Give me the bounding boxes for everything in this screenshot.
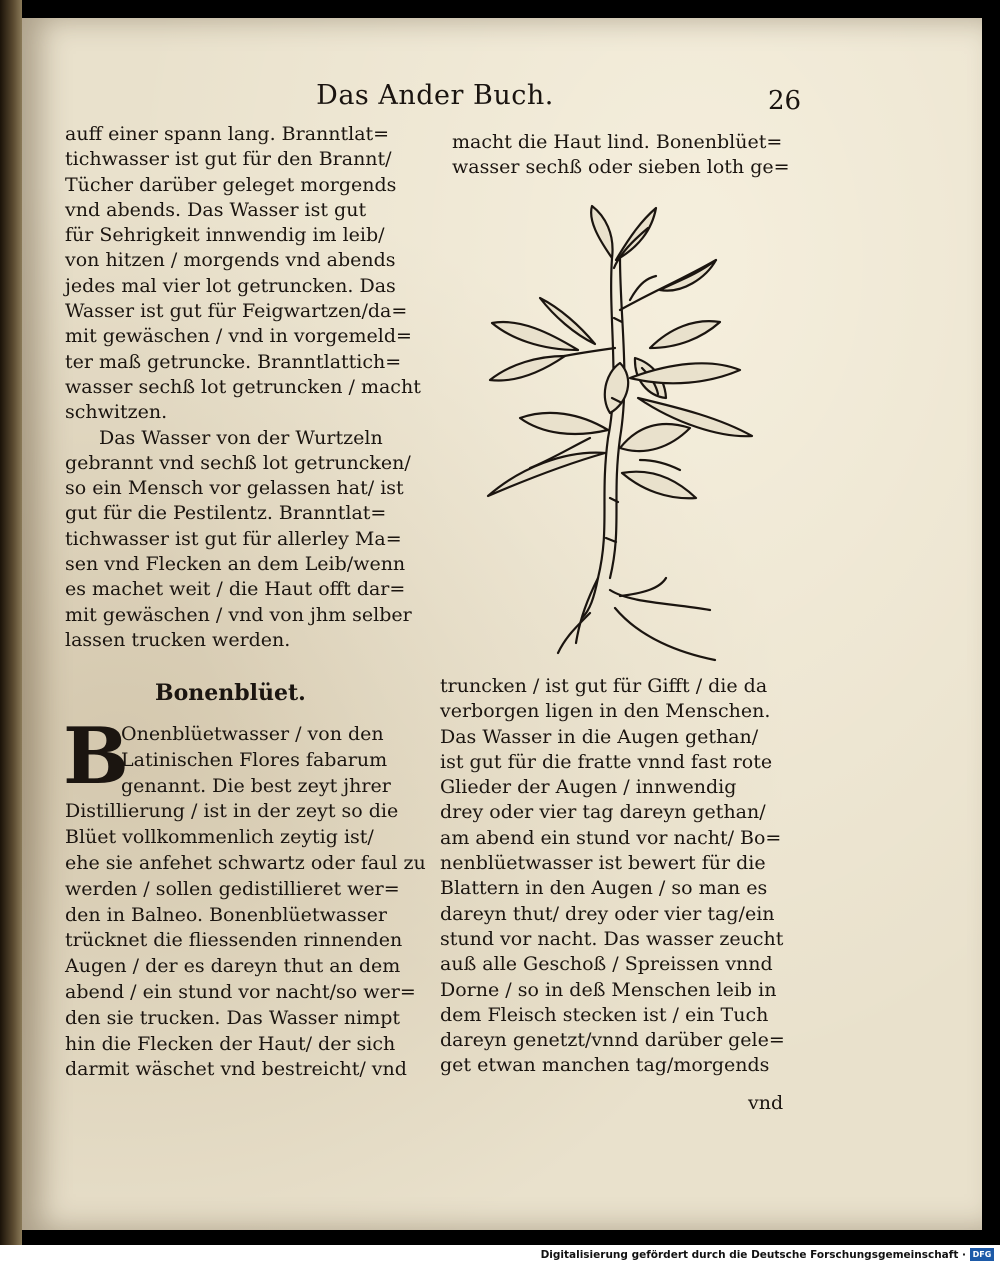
- running-head: Das Ander Buch.: [316, 80, 554, 111]
- text-line: tichwasser ist gut für den Brannt/: [65, 148, 392, 171]
- drop-cap-initial: B: [63, 711, 129, 802]
- text-line: gut für die Pestilentz. Branntlat=: [65, 502, 387, 525]
- text-line: Latinischen Flores fabarum: [121, 748, 388, 771]
- text-line: dareyn thut/ drey oder vier tag/ein: [440, 902, 775, 925]
- bean-plant-woodcut-illustration: [470, 198, 770, 670]
- text-line: macht die Haut lind. Bonenblüet=: [452, 131, 783, 153]
- text-line: Onenblüetwasser / von den: [121, 723, 384, 745]
- text-line: jedes mal vier lot getruncken. Das: [65, 274, 396, 297]
- text-line: Distillierung / ist in der zeyt so die: [65, 800, 399, 823]
- text-line: den sie trucken. Das Wasser nimpt: [65, 1006, 401, 1029]
- text-line: dareyn genetzt/vnnd darüber gele=: [440, 1029, 785, 1052]
- text-line: get etwan manchen tag/morgends: [440, 1054, 770, 1077]
- dfg-logo[interactable]: DFG: [970, 1248, 994, 1261]
- text-line: darmit wäschet vnd bestreicht/ vnd: [65, 1058, 407, 1081]
- text-line: drey oder vier tag dareyn gethan/: [440, 801, 766, 824]
- text-line: truncken / ist gut für Gifft / die da: [440, 675, 768, 697]
- text-line: sen vnd Flecken an dem Leib/wenn: [65, 553, 406, 576]
- text-line: genannt. Die best zeyt jhrer: [121, 774, 391, 797]
- text-line: trücknet die fliessenden rinnenden: [65, 929, 403, 952]
- right-column-top-text: [452, 130, 812, 181]
- text-line: Dorne / so in deß Menschen leib in: [440, 978, 777, 1001]
- text-line: den in Balneo. Bonenblüetwasser: [65, 903, 387, 926]
- text-line: wasser sechß lot getruncken / macht: [65, 375, 421, 398]
- text-line: hin die Flecken der Haut/ der sich: [65, 1032, 396, 1055]
- text-line: mit gewäschen / vnd von jhm selber: [65, 603, 412, 626]
- section-body-text: [65, 722, 425, 1083]
- text-line: dem Fleisch stecken ist / ein Tuch: [440, 1003, 769, 1026]
- text-line: Tücher darüber geleget morgends: [65, 173, 397, 196]
- text-line: vnd abends. Das Wasser ist gut: [65, 198, 367, 221]
- text-line: auß alle Geschoß / Spreissen vnnd: [440, 953, 773, 976]
- text-line: Glieder der Augen / innwendig: [440, 776, 737, 799]
- text-line: ter maß getruncke. Branntlattich=: [65, 350, 402, 373]
- text-line: so ein Mensch vor gelassen hat/ ist: [65, 477, 404, 500]
- text-line: nenblüetwasser ist bewert für die: [440, 852, 766, 875]
- text-line: ehe sie anfehet schwartz oder faul zu: [65, 851, 426, 874]
- text-line: wasser sechß oder sieben loth ge=: [452, 156, 790, 179]
- text-line: von hitzen / morgends vnd abends: [65, 249, 396, 272]
- catchword: vnd: [748, 1092, 784, 1114]
- text-line: mit gewäschen / vnd in vorgemeld=: [65, 325, 412, 348]
- text-line: Das Wasser von der Wurtzeln: [99, 426, 383, 449]
- text-line: lassen trucken werden.: [65, 628, 291, 651]
- text-line: auff einer spann lang. Branntlat=: [65, 123, 390, 145]
- page-number: 26: [768, 86, 802, 116]
- text-line: Wasser ist gut für Feigwartzen/da=: [65, 300, 408, 323]
- text-line: Augen / der es dareyn thut an dem: [65, 955, 401, 978]
- text-line: Das Wasser in die Augen gethan/: [440, 725, 759, 748]
- left-column-text: [65, 122, 425, 653]
- book-gutter: [0, 0, 22, 1245]
- right-column-bottom-text: [440, 674, 800, 1079]
- text-line: Blüet vollkommenlich zeytig ist/: [65, 826, 374, 849]
- text-line: verborgen ligen in den Menschen.: [440, 700, 771, 723]
- text-line: Blattern in den Augen / so man es: [440, 877, 768, 900]
- text-line: gebrannt vnd sechß lot getruncken/: [65, 451, 411, 474]
- text-line: ist gut für die fratte vnnd fast rote: [440, 750, 773, 773]
- text-line: es machet weit / die Haut offt dar=: [65, 578, 406, 601]
- digitization-credit: Digitalisierung gefördert durch die Deutsche Forschungsgemeinschaft ·: [540, 1249, 966, 1261]
- text-line: tichwasser ist gut für allerley Ma=: [65, 527, 402, 550]
- text-line: werden / sollen gedistillieret wer=: [65, 877, 400, 900]
- text-line: am abend ein stund vor nacht/ Bo=: [440, 826, 782, 849]
- text-line: für Sehrigkeit innwendig im leib/: [65, 224, 385, 247]
- section-heading: Bonenblüet.: [155, 680, 306, 706]
- text-line: schwitzen.: [65, 401, 168, 424]
- text-line: stund vor nacht. Das wasser zeucht: [440, 927, 784, 950]
- text-line: abend / ein stund vor nacht/so wer=: [65, 980, 416, 1003]
